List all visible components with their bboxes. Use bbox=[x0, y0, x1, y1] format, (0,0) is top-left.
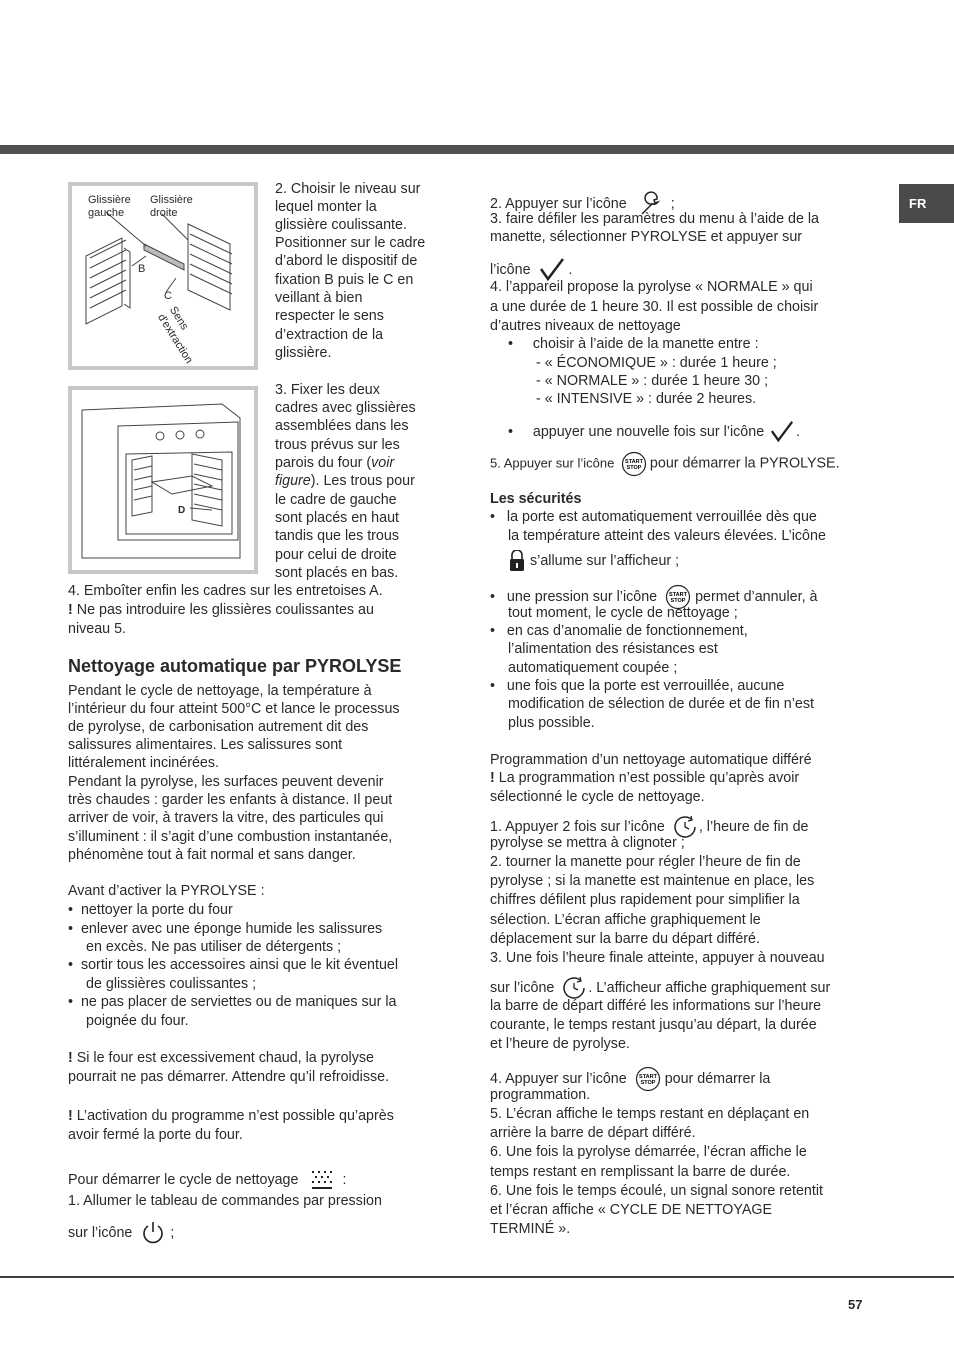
prog-warning-b: sélectionné le cycle de nettoyage. bbox=[490, 789, 705, 805]
r-step3: 3. faire défiler les paramètres du menu à l’aide de la bbox=[490, 211, 820, 227]
bottom-line bbox=[0, 1276, 954, 1278]
power-icon bbox=[140, 1220, 166, 1246]
label-direction: Sens d'extraction bbox=[155, 304, 195, 366]
warning-2b: pourrait ne pas démarrer. Attendre qu’il refroidisse. bbox=[68, 1069, 390, 1085]
lock-icon bbox=[508, 550, 526, 572]
prog-title: Programmation d’un nettoyage automatique différé bbox=[490, 752, 812, 768]
step1-text: 1. Allumer le tableau de commandes par pression bbox=[68, 1193, 382, 1209]
prog-step3c: courante, le temps restant jusqu’au départ, la durée bbox=[490, 1017, 817, 1033]
prog-step3d: et l’heure de pyrolyse. bbox=[490, 1036, 630, 1052]
svg-text:START: START bbox=[638, 1074, 657, 1080]
page-number: 57 bbox=[848, 1297, 863, 1312]
start-stop-icon bbox=[621, 451, 647, 477]
prog-step4b: programmation. bbox=[490, 1087, 591, 1103]
prog-step1c: pyrolyse se mettra à clignoter ; bbox=[490, 835, 685, 851]
label-d: D bbox=[178, 505, 186, 516]
warning-3: ! L’activation du programme n’est possible qu’après bbox=[68, 1108, 394, 1124]
prog-step4: 4. Appuyer sur l’icône START STOP pour démarrer la bbox=[490, 1066, 770, 1092]
start-stop-icon bbox=[635, 1066, 661, 1092]
label-b: B bbox=[138, 263, 146, 275]
prog-step1: 1. Appuyer 2 fois sur l’icône , l’heure de fin de bbox=[490, 815, 809, 839]
prog-warning: ! La programmation n’est possible qu’après avoir bbox=[490, 770, 800, 786]
safety-title: Les sécurités bbox=[490, 491, 582, 507]
oven-figure bbox=[68, 386, 258, 574]
r-step5: 5. Appuyer sur l’icône START STOP pour démarrer la PYROLYSE. bbox=[490, 451, 840, 477]
svg-text:START: START bbox=[624, 459, 643, 465]
svg-text:STOP: STOP bbox=[640, 1080, 656, 1086]
svg-text:STOP: STOP bbox=[626, 465, 642, 471]
prog-step3b: la barre de départ différé les informations sur l’heure bbox=[490, 998, 822, 1014]
section-title: Nettoyage automatique par PYROLYSE bbox=[68, 656, 402, 676]
prog-step3: sur l’icône . L’afficheur affiche graphiquement sur bbox=[490, 976, 830, 1000]
warning-2: ! Si le four est excessivement chaud, la pyrolyse bbox=[68, 1050, 374, 1066]
top-bar bbox=[0, 145, 954, 154]
label-left-slide: Glissière gauche bbox=[88, 194, 131, 219]
step1b-text: sur l’icône ; bbox=[68, 1220, 174, 1246]
r-step3b: manette, sélectionner PYROLYSE et appuyer sur bbox=[490, 229, 803, 245]
warning-1: ! Ne pas introduire les glissières coulissantes au bbox=[68, 602, 374, 618]
language-tab: FR bbox=[899, 184, 954, 223]
oven-drawing bbox=[72, 390, 254, 570]
pyrolysis-icon bbox=[310, 1169, 334, 1191]
r-step2: 2. Appuyer sur l’icône ; bbox=[490, 190, 675, 218]
slide-rails-figure bbox=[68, 182, 258, 370]
svg-text:STOP: STOP bbox=[670, 598, 686, 604]
r-step3c: l’icône . bbox=[490, 257, 573, 283]
label-right-slide: Glissière droite bbox=[150, 194, 193, 219]
start-cycle-text: Pour démarrer le cycle de nettoyage : bbox=[68, 1169, 346, 1191]
label-c: C bbox=[164, 290, 172, 302]
warning-3b: avoir fermé la porte du four. bbox=[68, 1127, 243, 1143]
warning-1b: niveau 5. bbox=[68, 621, 127, 637]
step4-text: 4. Emboîter enfin les cadres sur les entretoises A. bbox=[68, 583, 383, 599]
checkmark-icon bbox=[770, 420, 794, 444]
before-text: Avant d’activer la PYROLYSE : bbox=[68, 883, 265, 899]
svg-text:START: START bbox=[669, 592, 688, 598]
